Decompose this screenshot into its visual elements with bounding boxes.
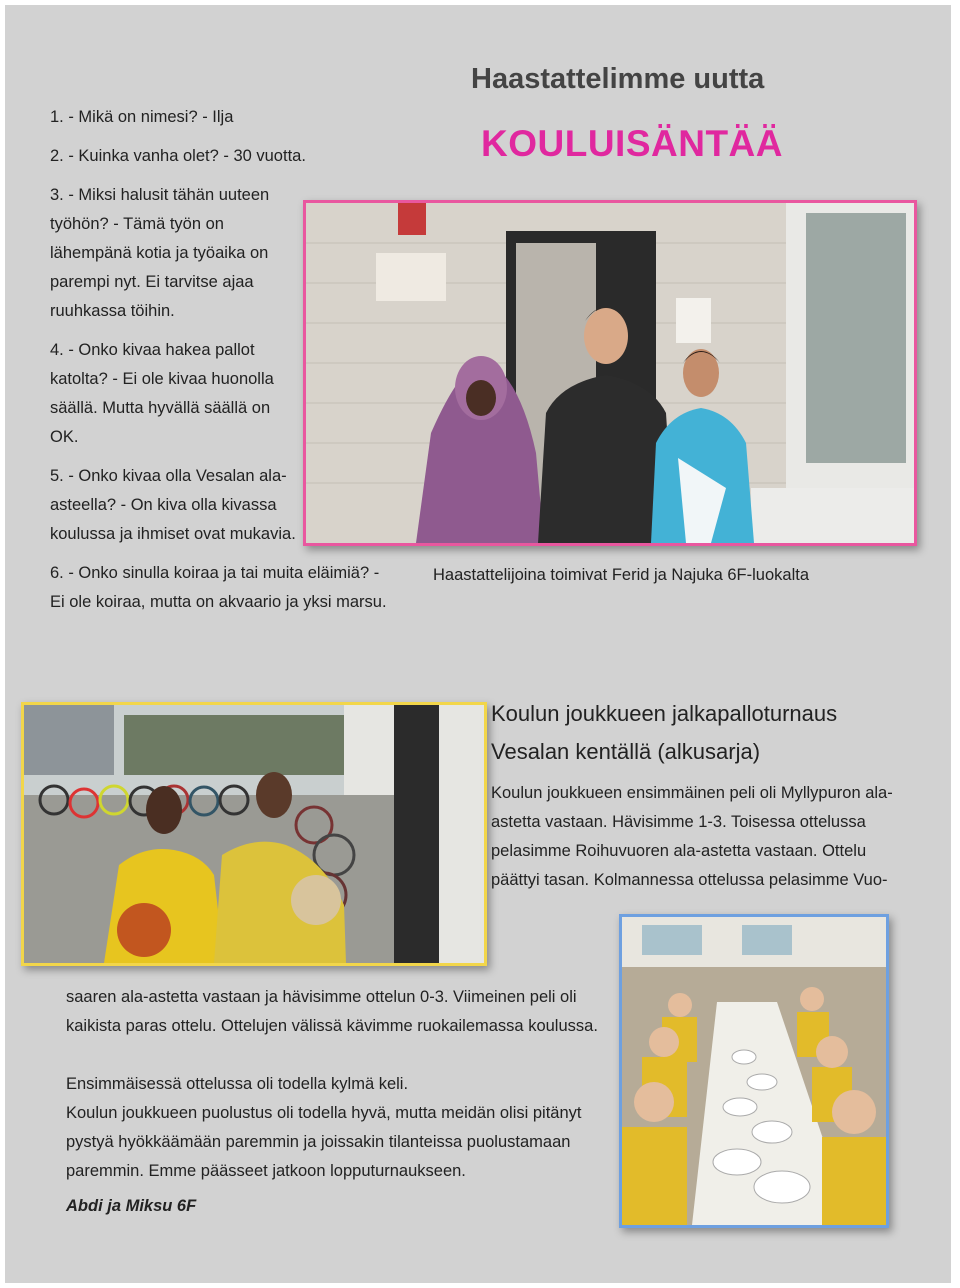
- interview-photo-illustration: [306, 203, 914, 543]
- tournament-paragraph-1-continued: saaren ala-astetta vastaan ja hävisimme ottelun 0-3. Viimeinen peli oli kaikista paras ottelu. Ottelujen välissä kävimme ruokailemassa koulussa.: [66, 988, 598, 1035]
- article-signature: Abdi ja Miksu 6F: [66, 1197, 197, 1215]
- football-players-illustration: [24, 705, 484, 963]
- interview-item: 4. - Onko kivaa hakea pallot katolta? - Ei ole kivaa huonolla säällä. Mutta hyvällä säällä on OK.: [50, 341, 274, 446]
- tournament-heading: [491, 695, 837, 771]
- tournament-paragraph-1: Koulun joukkueen ensimmäinen peli oli Myllypuron ala-astetta vastaan. Hävisimme 1-3. Toisessa ottelussa pelasimme Roihuvuoren ala-astetta vastaan. Ottelu päättyi tasan. Kolmannessa ottelussa pelasimme Vuo-: [491, 784, 893, 889]
- tournament-paragraph-3: Koulun joukkueen puolustus oli todella hyvä, mutta meidän olisi pitänyt pystyä hyökkäämään paremmin ja joissakin tilanteissa puolustamaan paremmin. Emme päässeet jatkoon lopputurnaukseen.: [66, 1104, 582, 1180]
- football-players-photo: [21, 702, 487, 966]
- photo-caption: Haastattelijoina toimivat Ferid ja Najuka 6F-luokalta: [433, 566, 810, 584]
- newsletter-page: [5, 5, 951, 1283]
- article-title-highlight: KOULUISÄNTÄÄ: [481, 123, 783, 164]
- interview-item: 1. - Mikä on nimesi? - Ilja: [50, 108, 234, 126]
- interview-item: 3. - Miksi halusit tähän uuteen työhön? - Tämä työn on lähempänä kotia ja työaika on parempi nyt. Ei tarvitse ajaa ruuhkassa töihin.: [50, 186, 270, 320]
- interview-item: 2. - Kuinka vanha olet? - 30 vuotta.: [50, 147, 306, 165]
- interview-photo: [303, 200, 917, 546]
- tournament-heading-line1: Koulun joukkueen jalkapalloturnaus: [491, 701, 838, 726]
- tournament-paragraph-2: Ensimmäisessä ottelussa oli todella kylmä keli.: [66, 1075, 409, 1093]
- tournament-heading-line2: Vesalan kentällä (alkusarja): [491, 739, 761, 764]
- interview-item: 5. - Onko kivaa olla Vesalan ala-asteella? - On kiva olla kivassa koulussa ja ihmiset ovat mukavia.: [50, 467, 296, 543]
- interview-item: 6. - Onko sinulla koiraa ja tai muita eläimiä? - Ei ole koiraa, mutta on akvaario ja yksi marsu.: [50, 564, 387, 611]
- article-title: Haastattelimme uutta: [471, 63, 765, 95]
